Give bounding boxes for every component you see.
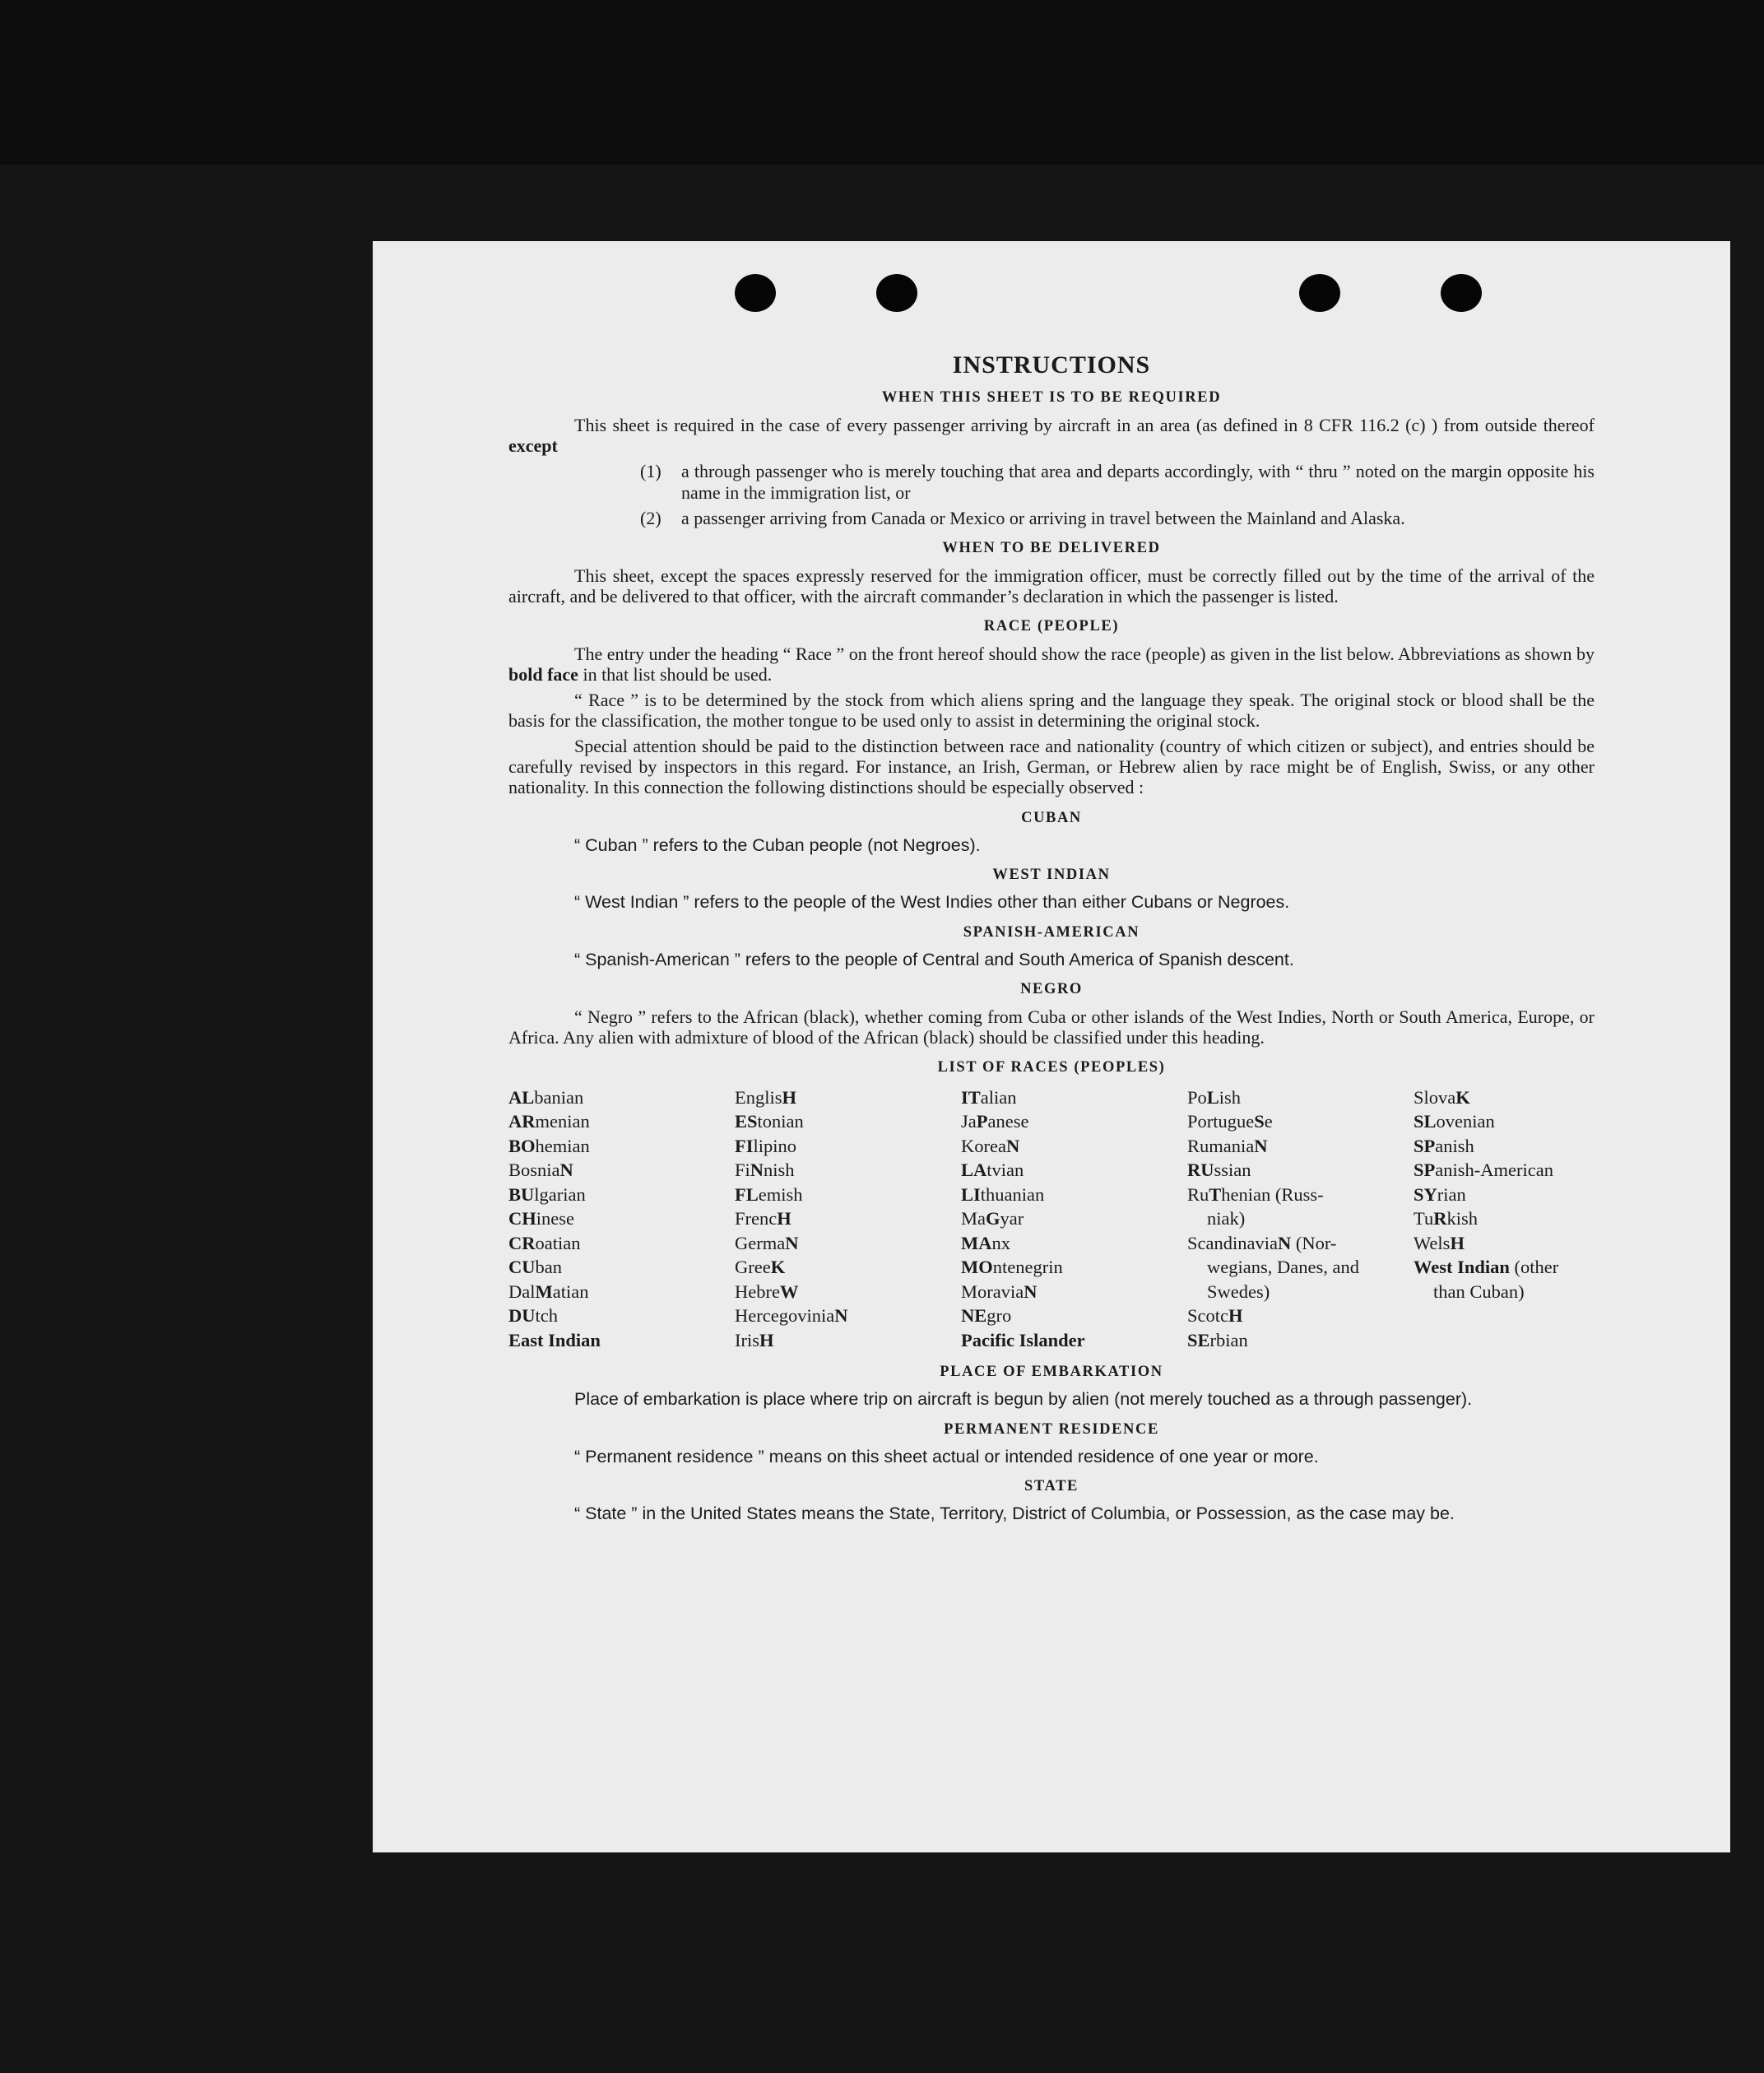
heading-list-of-races: LIST OF RACES (PEOPLES) [937, 1059, 1166, 1076]
race-abbreviation: IT [961, 1086, 981, 1108]
race-abbreviation: N [785, 1232, 799, 1253]
race-entry [961, 1134, 1187, 1159]
race-paragraph-2: “ Race ” is to be determined by the stock from which aliens spring and the language they speak. The original stock or blood shall be the basis for the classification, the mother tongue to be used only to assist in determining the original stock. [508, 690, 1595, 732]
race-abbreviation: MO [961, 1257, 993, 1278]
race-text: Germa [735, 1232, 786, 1253]
race-entry [961, 1231, 1187, 1256]
race-entry [1414, 1109, 1640, 1134]
race-entry [735, 1280, 961, 1304]
race-abbreviation: N [1254, 1135, 1268, 1156]
west-indian-text: “ West Indian ” refers to the people of the West Indies other than either Cubans or Negroes. [574, 892, 1290, 913]
races-column [1187, 1085, 1414, 1353]
race-text: Moravia [961, 1281, 1024, 1302]
race-abbreviation: R [1433, 1208, 1447, 1229]
race-text: rian [1437, 1183, 1466, 1205]
race-entry [1187, 1304, 1414, 1328]
race-entry [508, 1280, 735, 1304]
race-abbreviation: SP [1414, 1135, 1436, 1156]
race-text: tonian [757, 1111, 804, 1132]
race-text: e [1264, 1111, 1273, 1132]
race-text: Po [1187, 1086, 1207, 1108]
heading-state: STATE [1024, 1478, 1079, 1495]
residence-text: “ Permanent residence ” means on this sheet actual or intended residence of one year or more. [574, 1446, 1319, 1466]
race-text: (other [1509, 1257, 1559, 1278]
races-column [508, 1085, 735, 1353]
heading-when-required: WHEN THIS SHEET IS TO BE REQUIRED [881, 389, 1222, 407]
race-text: Dal [508, 1281, 536, 1302]
race-abbreviation: West Indian [1414, 1257, 1510, 1278]
race-text: Iris [735, 1329, 759, 1350]
race-text: ish [1219, 1086, 1242, 1108]
race-entry [508, 1183, 735, 1207]
race-text: lgarian [534, 1183, 586, 1205]
race-entry [508, 1304, 735, 1328]
race-text: yar [1000, 1208, 1024, 1229]
races-column [1414, 1085, 1640, 1353]
race-abbreviation: SL [1414, 1111, 1437, 1132]
race-abbreviation: N [1024, 1281, 1038, 1302]
race-text: Korea [961, 1135, 1006, 1156]
race-abbreviation: N [1277, 1232, 1292, 1253]
race-text: Ma [961, 1208, 986, 1229]
race-entry [1187, 1183, 1414, 1207]
heading-spanish-american: SPANISH-AMERICAN [963, 923, 1140, 941]
race-text: anish-American [1435, 1160, 1553, 1181]
heading-west-indian: WEST INDIAN [992, 867, 1111, 884]
race-abbreviation: DU [508, 1305, 536, 1327]
race-text: ssian [1214, 1160, 1251, 1181]
race-text: Englis [735, 1086, 782, 1108]
race-entry [735, 1109, 961, 1134]
race-abbreviation: M [535, 1281, 553, 1302]
cuban-text: “ Cuban ” refers to the Cuban people (not Negroes). [574, 834, 981, 855]
race-abbreviation: Pacific Islander [961, 1329, 1085, 1350]
race-entry-continuation: wegians, Danes, and Swedes) [1207, 1257, 1359, 1302]
race-entry [1414, 1158, 1640, 1183]
race-paragraph-3: Special attention should be paid to the distinction between race and nationality (country of which citizen or subject), and entries should be carefully revised by inspectors in this regard. For instance, an Irish, German, or Hebrew alien by race might be of English, Swiss, or any other nationality. In this connection the following distinctions should be especially observed : [508, 736, 1595, 798]
race-text: rbian [1209, 1329, 1248, 1350]
race-abbreviation: LI [961, 1183, 981, 1205]
race-text: Frenc [735, 1208, 778, 1229]
race-text: ovenian [1436, 1111, 1495, 1132]
race-entry [1187, 1134, 1414, 1159]
race-abbreviation: East Indian [508, 1329, 601, 1350]
race-paragraph-1: The entry under the heading “ Race ” on the front hereof should show the race (people) as given in the list below. Abbreviations as shown by bold face in that list should be used. [508, 643, 1595, 686]
race-abbreviation: N [834, 1305, 848, 1327]
page-title: INSTRUCTIONS [952, 351, 1151, 379]
race-entry [1187, 1231, 1414, 1256]
race-entry [1414, 1134, 1640, 1159]
race-abbreviation: H [782, 1086, 797, 1108]
race-abbreviation: BO [508, 1135, 536, 1156]
race-entry [508, 1134, 735, 1159]
spanish-american-text: “ Spanish-American ” refers to the people of Central and South America of Spanish descent. [574, 949, 1294, 969]
race-entry [735, 1206, 961, 1231]
race-abbreviation: MA [961, 1232, 992, 1253]
punch-hole [735, 274, 776, 312]
heading-when-delivered: WHEN TO BE DELIVERED [942, 539, 1161, 556]
race-text: alian [980, 1086, 1017, 1108]
race-entry [1414, 1206, 1640, 1231]
race-entry [735, 1158, 961, 1183]
race-entry [508, 1085, 735, 1110]
race-abbreviation: CU [508, 1257, 536, 1278]
race-abbreviation: H [1228, 1305, 1243, 1327]
document-sheet [373, 241, 1730, 1852]
exception-item-2 [508, 508, 1595, 528]
race-abbreviation: FI [735, 1135, 754, 1156]
race-text: (Nor- [1291, 1232, 1337, 1253]
race-abbreviation: SP [1414, 1160, 1436, 1181]
embarkation-text: Place of embarkation is place where trip on aircraft is begun by alien (not merely touched as a through passenger). [574, 1389, 1473, 1410]
race-entry [508, 1109, 735, 1134]
race-entry [961, 1158, 1187, 1183]
race-abbreviation: K [770, 1257, 786, 1278]
race-abbreviation: G [986, 1208, 1000, 1229]
race-text: menian [535, 1111, 590, 1132]
exception-text: a passenger arriving from Canada or Mexico or arriving in travel between the Mainland and Alaska. [681, 507, 1405, 528]
race-abbreviation: AR [508, 1111, 536, 1132]
race-text: Tu [1414, 1208, 1434, 1229]
race-abbreviation: N [750, 1160, 764, 1181]
races-column [735, 1085, 961, 1353]
race-entry [508, 1206, 735, 1231]
race-abbreviation: H [1450, 1232, 1465, 1253]
race-abbreviation: S [1254, 1111, 1265, 1132]
when-delivered-text: This sheet, except the spaces expressly reserved for the immigration officer, must be correctly filled out by the time of the arrival of the aircraft, and be delivered to that officer, with the aircraft commander’s declaration in which the passenger is listed. [508, 565, 1595, 607]
race-abbreviation: N [1005, 1135, 1020, 1156]
race-text: kish [1446, 1208, 1478, 1229]
race-abbreviation: T [1209, 1183, 1222, 1205]
race-text: tvian [986, 1160, 1024, 1181]
race-abbreviation: FL [735, 1183, 759, 1205]
race-entry [961, 1280, 1187, 1304]
race-entry [1187, 1158, 1414, 1183]
race-text: atian [552, 1281, 589, 1302]
race-text: Hebre [735, 1281, 780, 1302]
race-text: nish [764, 1160, 795, 1181]
negro-text: “ Negro ” refers to the African (black), whether coming from Cuba or other islands of the West Indies, North or South America, Europe, or Africa. Any alien with admixture of blood of the African (black) should be classified under this heading. [508, 1006, 1595, 1048]
race-text: banian [534, 1086, 584, 1108]
heading-negro: NEGRO [1020, 981, 1083, 998]
races-column [961, 1085, 1187, 1353]
race-entry [961, 1255, 1187, 1280]
race-text: ban [535, 1257, 562, 1278]
race-abbreviation: H [759, 1329, 774, 1350]
race-abbreviation: P [976, 1111, 988, 1132]
race-entry [508, 1255, 735, 1280]
race-text: Portugue [1187, 1111, 1255, 1132]
race-entry [961, 1183, 1187, 1207]
race-entry-continuation: than Cuban) [1433, 1281, 1525, 1302]
race-abbreviation: NE [961, 1305, 987, 1327]
race-text: Wels [1414, 1232, 1451, 1253]
race-abbreviation: CH [508, 1208, 536, 1229]
race-entry-continuation: niak) [1207, 1208, 1246, 1229]
race-text: Ru [1187, 1183, 1209, 1205]
race-entry [1187, 1109, 1414, 1134]
race-text: Scandinavia [1187, 1232, 1278, 1253]
race-abbreviation: L [1206, 1086, 1219, 1108]
punch-hole [876, 274, 917, 312]
race-entry [735, 1304, 961, 1328]
race-text: emish [758, 1183, 803, 1205]
race-entry [508, 1231, 735, 1256]
races-list [508, 1085, 1595, 1353]
race-text: Slova [1414, 1086, 1456, 1108]
race-entry [735, 1231, 961, 1256]
race-abbreviation: SY [1414, 1183, 1437, 1205]
race-text: Gree [735, 1257, 771, 1278]
race-text: Ja [961, 1111, 977, 1132]
race-text: nx [991, 1232, 1010, 1253]
race-abbreviation: RU [1187, 1160, 1214, 1181]
race-text: tch [535, 1305, 558, 1327]
race-text: Bosnia [508, 1160, 560, 1181]
heading-race: RACE (PEOPLE) [983, 617, 1120, 634]
race-entry [1187, 1085, 1414, 1110]
race-entry [735, 1255, 961, 1280]
race-text: inese [536, 1208, 574, 1229]
race-entry [961, 1109, 1187, 1134]
race-abbreviation: AL [508, 1086, 535, 1108]
race-abbreviation: W [779, 1281, 799, 1302]
race-text: anese [987, 1111, 1029, 1132]
race-entry [1187, 1328, 1414, 1353]
race-entry [961, 1328, 1187, 1353]
when-required-intro: This sheet is required in the case of every passenger arriving by aircraft in an area (as defined in 8 CFR 116.2 (c) ) from outside thereof except [508, 415, 1595, 457]
race-text: gro [986, 1305, 1012, 1327]
race-entry [1414, 1085, 1640, 1110]
scan-top-band [0, 0, 1764, 165]
exception-number: (2) [640, 507, 662, 528]
race-text: Fi [735, 1160, 750, 1181]
race-text: Hercegovinia [735, 1305, 835, 1327]
race-entry [508, 1158, 735, 1183]
exception-number: (1) [640, 461, 662, 482]
race-entry [508, 1328, 735, 1353]
race-abbreviation: CR [508, 1232, 536, 1253]
race-abbreviation: H [777, 1208, 791, 1229]
race-text: Scotc [1187, 1305, 1228, 1327]
race-entry [735, 1085, 961, 1110]
race-text: anish [1435, 1135, 1474, 1156]
race-entry [1414, 1255, 1640, 1280]
race-abbreviation: N [559, 1160, 573, 1181]
race-text: ntenegrin [992, 1257, 1063, 1278]
race-text: thuanian [980, 1183, 1045, 1205]
state-text: “ State ” in the United States means the State, Territory, District of Columbia, or Possession, as the case may be. [574, 1504, 1455, 1524]
race-abbreviation: SE [1187, 1329, 1210, 1350]
race-text: oatian [535, 1232, 581, 1253]
exception-item-1 [508, 461, 1595, 502]
instructions-content [508, 351, 1595, 1529]
punch-hole [1299, 274, 1340, 312]
race-entry [961, 1206, 1187, 1231]
race-entry [961, 1304, 1187, 1328]
heading-embarkation: PLACE OF EMBARKATION [940, 1364, 1163, 1381]
heading-permanent-residence: PERMANENT RESIDENCE [944, 1420, 1159, 1438]
race-abbreviation: K [1455, 1086, 1470, 1108]
race-entry [735, 1183, 961, 1207]
race-entry [735, 1328, 961, 1353]
race-abbreviation: BU [508, 1183, 535, 1205]
race-entry [735, 1134, 961, 1159]
race-text: lipino [753, 1135, 797, 1156]
exception-text: a through passenger who is merely touching that area and departs accordingly, with “ thru ” noted on the margin opposite his name in the immigration list, or [681, 461, 1595, 503]
race-text: Rumania [1187, 1135, 1255, 1156]
race-abbreviation: LA [961, 1160, 987, 1181]
race-entry [1414, 1231, 1640, 1256]
punch-hole [1441, 274, 1482, 312]
race-entry [1414, 1183, 1640, 1207]
race-text: henian (Russ- [1221, 1183, 1324, 1205]
heading-cuban: CUBAN [1021, 809, 1082, 826]
race-entry [961, 1085, 1187, 1110]
race-abbreviation: ES [735, 1111, 758, 1132]
race-text: hemian [535, 1135, 590, 1156]
